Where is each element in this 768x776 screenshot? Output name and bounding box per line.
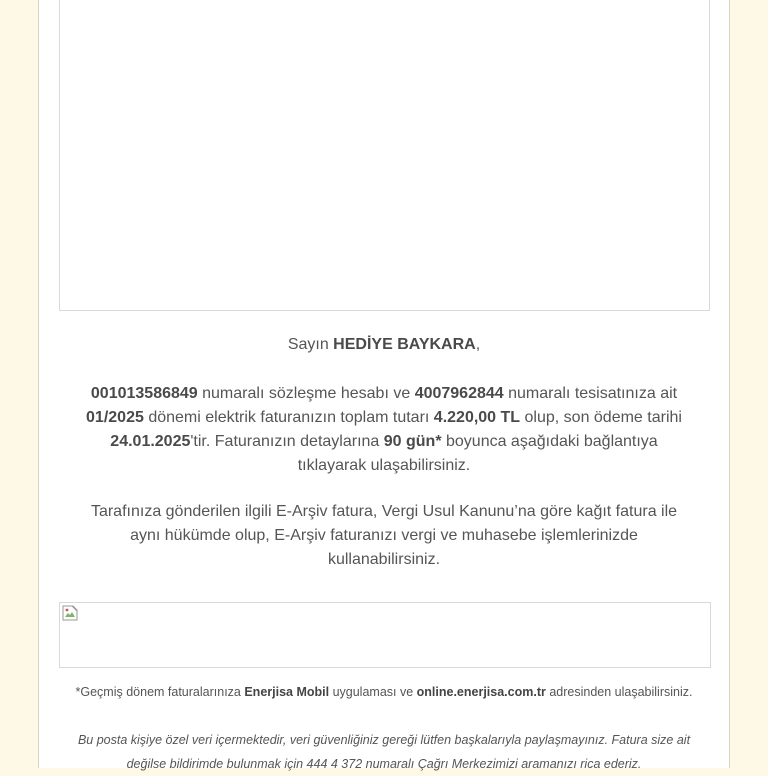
invoice-text-1: numaralı sözleşme hesabı ve: [197, 385, 415, 402]
footer-text-1: *Geçmiş dönem faturalarınıza: [75, 685, 245, 699]
earsiv-info: Tarafınıza gönderilen ilgili E-Arşiv fatura, Vergi Usul Kanunu’na göre kağıt fatura ile aynı hükümde olup, E-Arşiv faturanızı vergi ve muhasebe işlemlerinizde kullanabilirsiniz.: [90, 503, 678, 568]
due-date: 24.01.2025: [110, 433, 191, 450]
contract-number: 001013586849: [90, 385, 198, 402]
invoice-amount: 4.220,00 TL: [433, 409, 521, 426]
footer-note: [69, 680, 699, 704]
greeting-suffix: ,: [475, 336, 481, 353]
banner-image: [59, 0, 710, 311]
customer-name: HEDİYE BAYKARA: [333, 336, 476, 353]
invoice-text-2: numaralı tesisatınıza ait: [503, 385, 678, 402]
invoice-text-6: boyunca aşağıdaki bağlantıya tıklayarak ulaşabilirsiniz.: [297, 433, 658, 474]
invoice-text-5: 'tir. Faturanızın detaylarına: [190, 433, 384, 450]
email-card: [38, 0, 730, 771]
footer-text-2: uygulaması ve: [329, 685, 417, 699]
greeting: [39, 336, 729, 354]
invoice-text-3: dönemi elektrik faturanızın toplam tutarı: [143, 409, 434, 426]
greeting-prefix: Sayın: [287, 336, 334, 353]
invoice-summary: [79, 382, 689, 478]
invoice-period: 01/2025: [86, 409, 144, 426]
footer-text-3: adresinden ulaşabilirsiniz.: [545, 685, 693, 699]
invoice-link-image[interactable]: [59, 602, 711, 668]
invoice-text-4: olup, son ödeme tarihi: [520, 409, 682, 426]
detail-days: 90 gün*: [383, 433, 442, 450]
installation-number: 4007962844: [414, 385, 504, 402]
privacy-notice: Bu posta kişiye özel veri içermektedir, veri güvenliğiniz gereği lütfen başkalarıyla paylaşmayınız. Fatura size ait değilse bildirimde bulunmak için 444 4 372 numaralı Çağrı Merkezimizi aramanızı rica ederiz.: [77, 733, 691, 771]
app-name: Enerjisa Mobil: [244, 685, 330, 699]
broken-image-icon: [62, 605, 78, 621]
website-link[interactable]: online.enerjisa.com.tr: [416, 685, 546, 699]
